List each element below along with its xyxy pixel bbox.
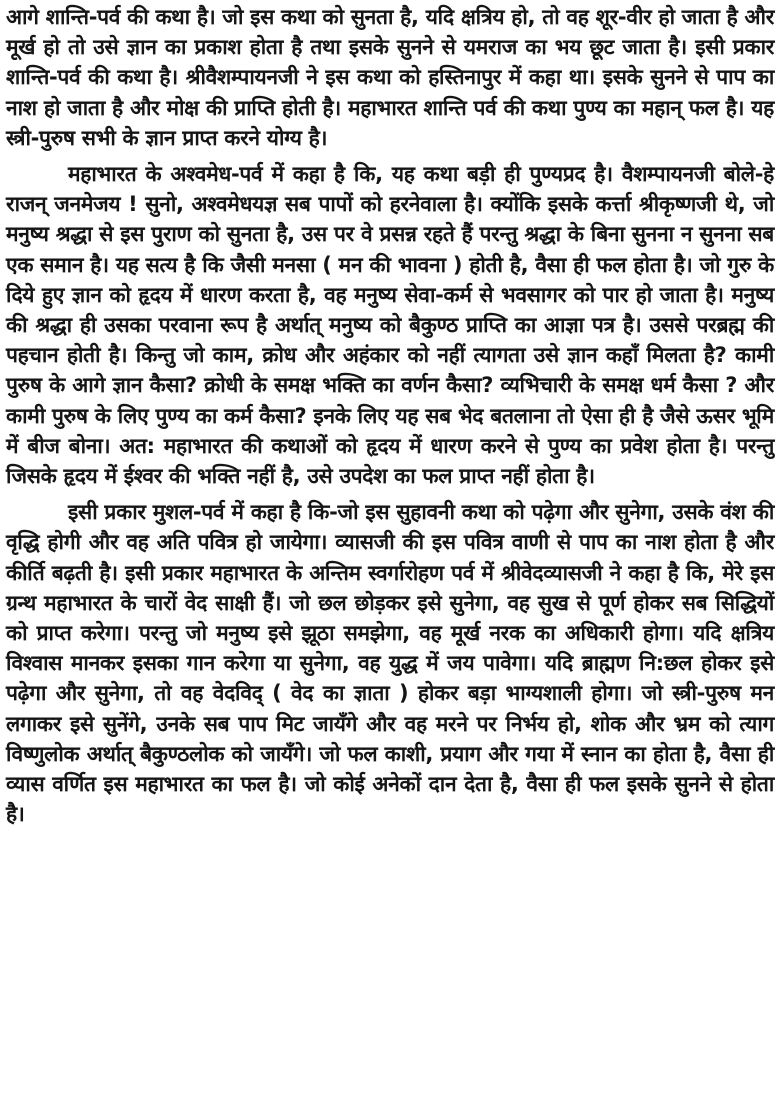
- book-page: [6, 2, 774, 829]
- paragraph-mushal-swargarohan-parva: इसी प्रकार मुशल-पर्व में कहा है कि-जो इस सुहावनी कथा को पढ़ेगा और सुनेगा, उसके वंश की वृद्धि होगी और वह अति पवित्र हो जायेगा। व्यासजी की इस पवित्र वाणी से पाप का नाश होता है और कीर्ति बढ़ती है। इसी प्रकार महाभारत के अन्तिम स्वर्गारोहण पर्व में श्रीवेदव्यासजी ने कहा है कि, मेरे इस ग्रन्थ महाभारत के चारों वेद साक्षी हैं। जो छल छोड़कर इसे सुनेगा, वह सुख से पूर्ण होकर सब सिद्धियों को प्राप्त करेगा। परन्तु जो मनुष्य इसे झूठा समझेगा, वह मूर्ख नरक का अधिकारी होगा। यदि क्षत्रिय विश्वास मानकर इसका गान करेगा या सुनेगा, वह युद्ध में जय पावेगा। यदि ब्राह्मण नि:छल होकर इसे पढ़ेगा और सुनेगा, तो वह वेदविद् ( वेद का ज्ञाता ) होकर बड़ा भाग्यशाली होगा। जो स्त्री-पुरुष मन लगाकर इसे सुनेंगे, उनके सब पाप मिट जायँगे और वह मरने पर निर्भय हो, शोक और भ्रम को त्याग विष्णुलोक अर्थात् बैकुण्ठलोक को जायँगे। जो फल काशी, प्रयाग और गया में स्नान का होता है, वैसा ही व्यास वर्णित इस महाभारत का फल है। जो कोई अनेकों दान देता है, वैसा ही फल इसके सुनने से होता है।: [6, 500, 774, 827]
- paragraph-ashvamedha-parva: महाभारत के अश्वमेध-पर्व में कहा है कि, यह कथा बड़ी ही पुण्यप्रद है। वैशम्पायनजी बोले-हे राजन् जनमेजय ! सुनो, अश्वमेधयज्ञ सब पापों को हरनेवाला है। क्योंकि इसके कर्त्ता श्रीकृष्णजी थे, जो मनुष्य श्रद्धा से इस पुराण को सुनता है, उस पर वे प्रसन्न रहते हैं परन्तु श्रद्धा के बिना सुनना न सुनना सब एक समान है। यह सत्य है कि जैसी मनसा ( मन की भावना ) होती है, वैसा ही फल होता है। जो गुरु के दिये हुए ज्ञान को हृदय में धारण करता है, वह मनुष्य सेवा-कर्म से भवसागर को पार हो जाता है। मनुष्य की श्रद्धा ही उसका परवाना रूप है अर्थात् मनुष्य को बैकुण्ठ प्राप्ति का आज्ञा पत्र है। उससे परब्रह्म की पहचान होती है। किन्तु जो काम, क्रोध और अहंकार को नहीं त्यागता उसे ज्ञान कहाँ मिलता है? कामी पुरुष के आगे ज्ञान कैसा? क्रोधी के समक्ष भक्ति का वर्णन कैसा? व्यभिचारी के समक्ष धर्म कैसा ? और कामी पुरुष के लिए पुण्य का कर्म कैसा? इनके लिए यह सब भेद बतलाना तो ऐसा ही है जैसे ऊसर भूमि में बीज बोना। अत: महाभारत की कथाओं को हृदय में धारण करने से पुण्य का प्रवेश होता है। परन्तु जिसके हृदय में ईश्वर की भक्ति नहीं है, उसे उपदेश का फल प्राप्त नहीं होता है।: [6, 162, 774, 489]
- paragraph-shanti-parva: आगे शान्ति-पर्व की कथा है। जो इस कथा को सुनता है, यदि क्षत्रिय हो, तो वह शूर-वीर हो जाता है और मूर्ख हो तो उसे ज्ञान का प्रकाश होता है तथा इसके सुनने से यमराज का भय छूट जाता है। इसी प्रकार शान्ति-पर्व की कथा है। श्रीवैशम्पायनजी ने इस कथा को हस्तिनापुर में कहा था। इसके सुनने से पाप का नाश हो जाता है और मोक्ष की प्राप्ति होती है। महाभारत शान्ति पर्व की कथा पुण्य का महान् फल है। यह स्त्री-पुरुष सभी के ज्ञान प्राप्त करने योग्य है।: [6, 5, 774, 150]
